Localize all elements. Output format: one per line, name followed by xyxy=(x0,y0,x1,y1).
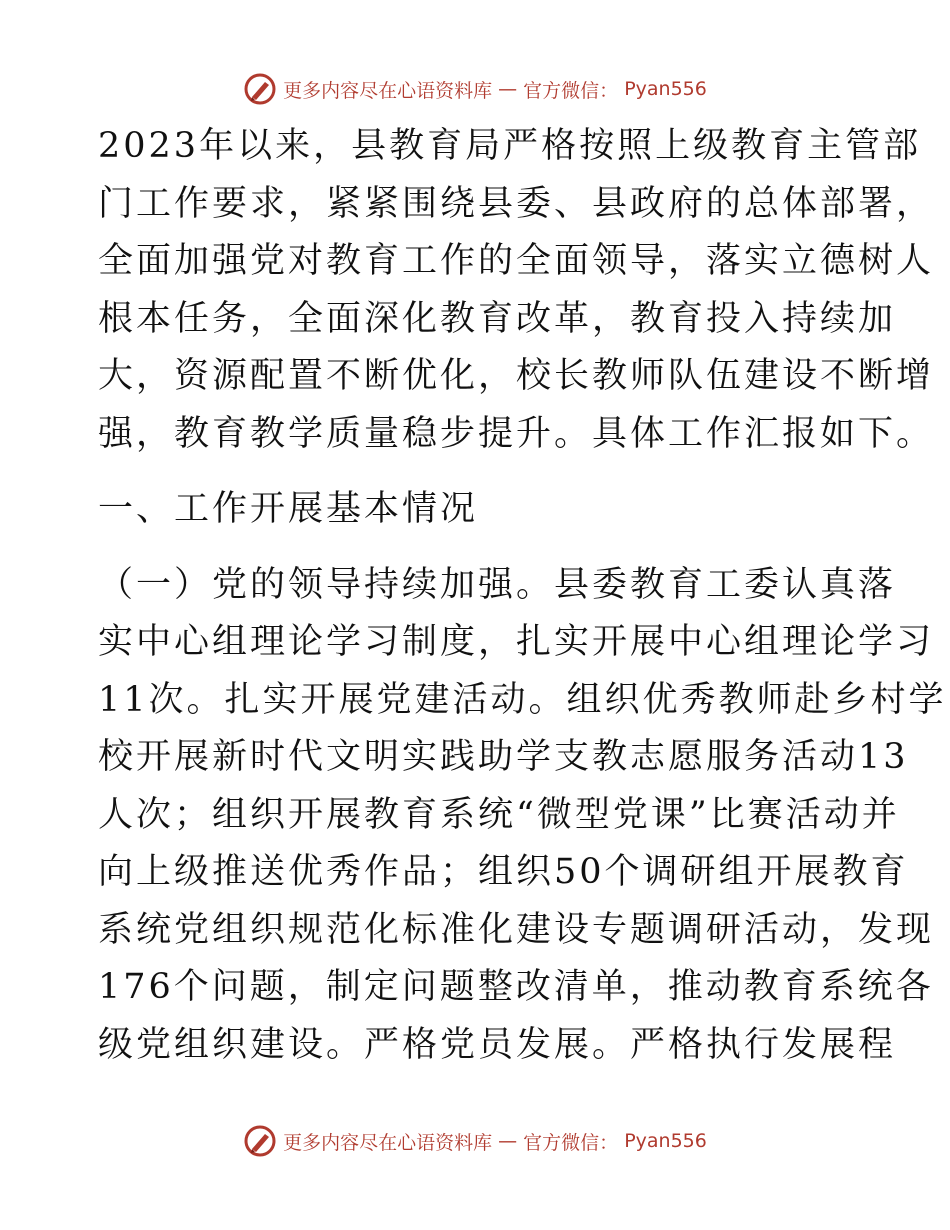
watermark-separator: — xyxy=(498,78,518,100)
section-heading xyxy=(98,481,858,539)
pen-logo-icon xyxy=(243,72,277,106)
watermark-text: 更多内容尽在心语资料库 xyxy=(283,79,493,102)
text-line: 强，教育教学质量稳步提升。具体工作汇报如下。 xyxy=(98,413,935,454)
text-line: 级党组织建设。严格党员发展。严格执行发展程 xyxy=(98,1024,897,1065)
text-line: 11次。扎实开展党建活动。组织优秀教师赴乡村学 xyxy=(98,679,947,720)
text-line: 门工作要求，紧紧围绕县委、县政府的总体部署， xyxy=(98,183,935,224)
text-line: 校开展新时代文明实践助学支教志愿服务活动13 xyxy=(98,737,909,777)
watermark-account-id: Pyan556 xyxy=(624,1130,707,1152)
text-line: 系统党组织规范化标准化建设专题调研活动，发现 xyxy=(98,909,935,950)
heading-line: 一、工作开展基本情况 xyxy=(98,489,479,529)
paragraph-party-leadership xyxy=(98,557,947,1075)
text-line: 实中心组理论学习制度，扎实开展中心组理论学习 xyxy=(98,622,935,662)
text-line: 176个问题，制定问题整改清单，推动教育系统各 xyxy=(98,967,934,1007)
footer-watermark xyxy=(0,1124,950,1158)
text-line: 根本任务，全面深化教育改革，教育投入持续加 xyxy=(98,298,897,339)
text-line: 全面加强党对教育工作的全面领导，落实立德树人 xyxy=(98,241,935,281)
spacer xyxy=(98,463,858,481)
text-line: 大，资源配置不断优化，校长教师队伍建设不断增 xyxy=(98,356,935,396)
watermark-account-label: 官方微信： xyxy=(523,1131,619,1154)
text-line: （一）党的领导持续加强。县委教育工委认真落 xyxy=(98,564,897,605)
paragraph-intro xyxy=(98,118,935,463)
watermark-account-id: Pyan556 xyxy=(624,78,707,100)
header-watermark xyxy=(0,72,950,106)
watermark-text: 更多内容尽在心语资料库 xyxy=(283,1131,493,1154)
spacer xyxy=(98,539,858,557)
watermark-account-label: 官方微信： xyxy=(523,79,619,102)
text-line: 向上级推送优秀作品；组织50个调研组开展教育 xyxy=(98,852,909,892)
document-body xyxy=(98,118,947,1074)
pen-logo-icon xyxy=(243,1124,277,1158)
text-line: 人次；组织开展教育系统“微型党课”比赛活动并 xyxy=(98,794,900,835)
text-line: 2023年以来，县教育局严格按照上级教育主管部 xyxy=(98,126,922,166)
watermark-separator: — xyxy=(498,1130,518,1152)
